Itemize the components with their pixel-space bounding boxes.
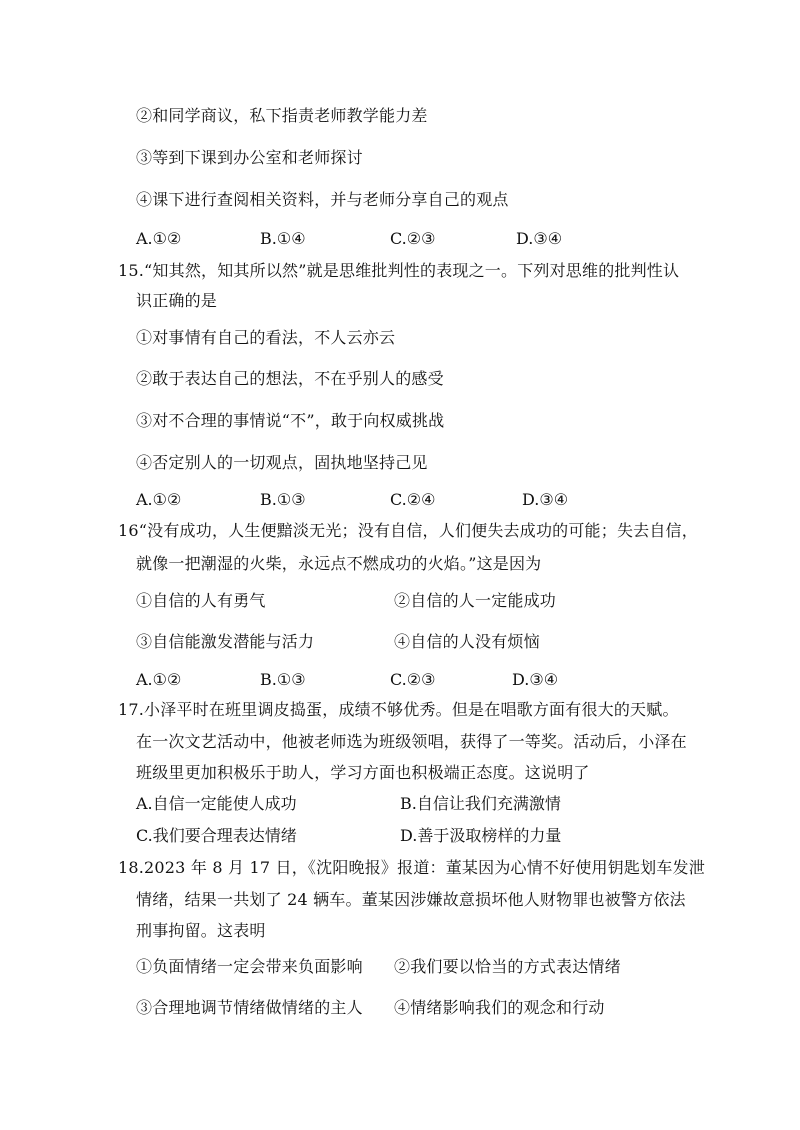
- q16-stem-line-2: 就像一把潮湿的火柴，永远点不燃成功的火焰。”这是因为: [136, 554, 542, 573]
- q16-item-1: ①自信的人有勇气: [136, 591, 266, 610]
- q18-item-1: ①负面情绪一定会带来负面影响: [136, 957, 363, 976]
- q15-option-c: C.②④: [390, 490, 436, 509]
- q18-item-4: ④情绪影响我们的观念和行动: [394, 998, 605, 1017]
- q15-option-a: A.①②: [136, 490, 182, 509]
- q16-item-3: ③自信能激发潜能与活力: [136, 632, 315, 651]
- q15-item-1: ①对事情有自己的看法，不人云亦云: [136, 328, 396, 347]
- q16-stem-line-1: 16“没有成功，人生便黯淡无光；没有自信，人们便失去成功的可能；失去自信，: [118, 521, 698, 540]
- q14-item-3: ③等到下课到办公室和老师探讨: [136, 148, 363, 167]
- q17-option-d: D.善于汲取榜样的力量: [400, 826, 562, 845]
- q15-item-3: ③对不合理的事情说“不”，敢于向权威挑战: [136, 411, 445, 430]
- q15-option-b: B.①③: [260, 490, 306, 509]
- q15-item-4: ④否定别人的一切观点，固执地坚持己见: [136, 453, 428, 472]
- q14-item-2: ②和同学商议，私下指责老师教学能力差: [136, 106, 428, 125]
- q16-option-d: D.③④: [512, 670, 559, 689]
- q14-item-4: ④课下进行查阅相关资料，并与老师分享自己的观点: [136, 190, 509, 209]
- q18-stem-line-3: 刑事拘留。这表明: [136, 921, 266, 940]
- q17-option-a: A.自信一定能使人成功: [136, 794, 297, 813]
- q16-option-a: A.①②: [136, 670, 182, 689]
- q18-item-2: ②我们要以恰当的方式表达情绪: [394, 957, 621, 976]
- q17-stem-line-3: 班级里更加积极乐于助人，学习方面也积极端正态度。这说明了: [136, 763, 590, 782]
- q17-option-b: B.自信让我们充满激情: [400, 794, 561, 813]
- q18-stem-line-1: 18.2023 年 8 月 17 日，《沈阳晚报》报道：董某因为心情不好使用钥匙划车发泄: [118, 858, 705, 877]
- q15-stem-line-1: 15.“知其然，知其所以然”就是思维批判性的表现之一。下列对思维的批判性认: [118, 261, 680, 280]
- q14-option-b: B.①④: [260, 229, 306, 248]
- q16-option-c: C.②③: [390, 670, 436, 689]
- q14-option-c: C.②③: [390, 229, 436, 248]
- q17-stem-line-1: 17.小泽平时在班里调皮捣蛋，成绩不够优秀。但是在唱歌方面有很大的天赋。: [118, 700, 679, 719]
- q17-option-c: C.我们要合理表达情绪: [136, 826, 297, 845]
- q17-stem-line-2: 在一次文艺活动中，他被老师选为班级领唱，获得了一等奖。活动后，小泽在: [136, 732, 687, 751]
- q16-item-2: ②自信的人一定能成功: [394, 591, 557, 610]
- q14-option-d: D.③④: [516, 229, 563, 248]
- q15-item-2: ②敢于表达自己的想法，不在乎别人的感受: [136, 369, 444, 388]
- q15-option-d: D.③④: [522, 490, 569, 509]
- q18-stem-line-2: 情绪，结果一共划了 24 辆车。董某因涉嫌故意损坏他人财物罪也被警方依法: [136, 890, 686, 909]
- q16-item-4: ④自信的人没有烦恼: [394, 632, 540, 651]
- q14-option-a: A.①②: [136, 229, 182, 248]
- q15-stem-line-2: 识正确的是: [136, 291, 218, 310]
- q18-item-3: ③合理地调节情绪做情绪的主人: [136, 998, 363, 1017]
- q16-option-b: B.①③: [260, 670, 306, 689]
